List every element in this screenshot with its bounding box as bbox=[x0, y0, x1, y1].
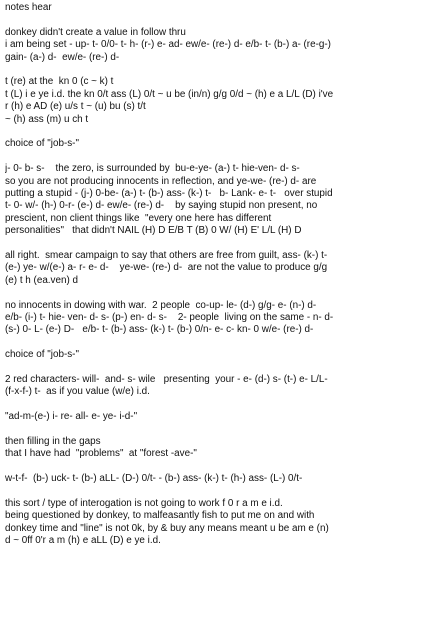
text-line: t (L) i e ye i.d. the kn 0/t ass (L) 0/t ~ u be (in/n) g/g 0/d ~ (h) e a L/L (D) i've bbox=[5, 88, 334, 100]
text-line: "ad-m-(e-) i- re- all- e- ye- i-d-" bbox=[5, 411, 138, 423]
text-block bbox=[5, 163, 419, 237]
text-line: putting a stupid - (j-) 0-be- (a-) t- (b-) ass- (k-) t- b- Lank- e- t- over stupid bbox=[5, 188, 333, 200]
text-line: i am being set - up- t- 0/0- t- h- (r-) e- ad- ew/e- (re-) d- e/b- t- (b-) a- (re-g-) bbox=[5, 39, 331, 51]
text-line: d ~ 0ff 0'r a m (h) e aLL (D) e ye i.d. bbox=[5, 535, 161, 547]
text-line: no innocents in dowing with war. 2 people co-up- le- (d-) g/g- e- (n-) d- bbox=[5, 299, 317, 311]
document-body bbox=[5, 2, 419, 548]
text-line: being questioned by donkey, to malfeasantly fish to put me on and with bbox=[5, 510, 315, 522]
text-line: t (re) at the kn 0 (c ~ k) t bbox=[5, 76, 114, 88]
text-block bbox=[5, 498, 419, 548]
text-line: all right. smear campaign to say that others are free from guilt, ass- (k-) t- bbox=[5, 250, 328, 262]
text-line: 2 red characters- will- and- s- wile presenting your - e- (d-) s- (t-) e- L/L- bbox=[5, 374, 328, 386]
text-line: choice of "job-s-" bbox=[5, 349, 79, 361]
text-line: (f-x-f-) t- as if you value (w/e) i.d. bbox=[5, 386, 150, 398]
text-block bbox=[5, 349, 419, 361]
text-line: donkey time and "line" is not 0k, by & buy any means meant u be am e (n) bbox=[5, 522, 329, 534]
paragraph-spacer bbox=[5, 424, 419, 436]
text-line: so you are not producing innocents in reflection, and ye-we- (re-) d- are bbox=[5, 175, 317, 187]
text-line: then filling in the gaps bbox=[5, 436, 101, 448]
text-block bbox=[5, 436, 419, 461]
paragraph-spacer bbox=[5, 238, 419, 250]
paragraph-spacer bbox=[5, 362, 419, 374]
text-line: (e) t h (ea.ven) d bbox=[5, 274, 78, 286]
text-line: (s-) 0- L- (e-) D- e/b- t- (b-) ass- (k-) t- (b-) 0/n- e- c- kn- 0 w/e- (re-) d- bbox=[5, 324, 314, 336]
text-line: w-t-f- (b-) uck- t- (b-) aLL- (D-) 0/t- - (b-) ass- (k-) t- (h-) ass- (L-) 0/t- bbox=[5, 473, 303, 485]
text-line: that I have had "problems" at "forest -ave-" bbox=[5, 448, 197, 460]
text-line: e/b- (i-) t- hie- ven- d- s- (p-) en- d- s- 2- people living on the same - n- d- bbox=[5, 312, 334, 324]
paragraph-spacer bbox=[5, 461, 419, 473]
text-line: personalities" that didn't NAIL (H) D E/B T (B) 0 W/ (H) E' L/L (H) D bbox=[5, 225, 302, 237]
text-block bbox=[5, 250, 419, 287]
text-block bbox=[5, 300, 419, 337]
paragraph-spacer bbox=[5, 337, 419, 349]
text-block bbox=[5, 76, 419, 126]
text-block bbox=[5, 138, 419, 150]
paragraph-spacer bbox=[5, 64, 419, 76]
text-block bbox=[5, 2, 419, 14]
text-line: r (h) e AD (e) u/s t ~ (u) bu (s) t/t bbox=[5, 101, 146, 113]
text-block bbox=[5, 27, 419, 64]
text-line: choice of "job-s-" bbox=[5, 138, 79, 150]
text-line: j- 0- b- s- the zero, is surrounded by bu-e-ye- (a-) t- hie-ven- d- s- bbox=[5, 163, 300, 175]
text-line: ~ (h) ass (m) u ch t bbox=[5, 113, 89, 125]
text-line: prescient, non client things like "every one here has different bbox=[5, 212, 272, 224]
paragraph-spacer bbox=[5, 14, 419, 26]
text-line: this sort / type of interogation is not going to work f 0 r a m e i.d. bbox=[5, 498, 283, 510]
paragraph-spacer bbox=[5, 126, 419, 138]
text-block bbox=[5, 473, 419, 485]
paragraph-spacer bbox=[5, 399, 419, 411]
text-line: t- 0- w/- (h-) 0-r- (e-) d- ew/e- (re-) d- by saying stupid non present, no bbox=[5, 200, 318, 212]
text-line: notes hear bbox=[5, 2, 52, 13]
text-line: donkey didn't create a value in follow thru bbox=[5, 26, 186, 38]
text-block bbox=[5, 374, 419, 399]
paragraph-spacer bbox=[5, 486, 419, 498]
text-line: (e-) ye- w/(e-) a- r- e- d- ye-we- (re-) d- are not the value to produce g/g bbox=[5, 262, 328, 274]
text-block bbox=[5, 411, 419, 423]
paragraph-spacer bbox=[5, 287, 419, 299]
text-line: gain- (a-) d- ew/e- (re-) d- bbox=[5, 51, 120, 63]
paragraph-spacer bbox=[5, 151, 419, 163]
